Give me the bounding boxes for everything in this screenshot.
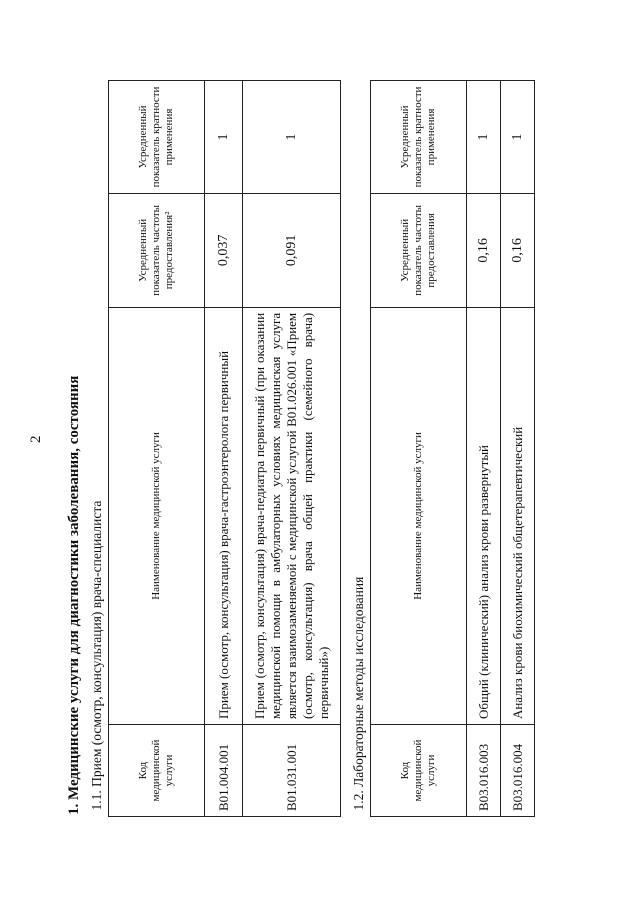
table-caption-row: [86, 81, 109, 817]
service-name: Общий (клинический) анализ крови развернутый: [467, 307, 501, 724]
header-name: Наименование медицинской услуги: [109, 307, 205, 724]
frequency-value: 0,091: [243, 193, 341, 307]
table-header-row: [371, 81, 467, 817]
header-code: Код медицинской услуги: [109, 725, 205, 817]
table-caption-row: [348, 81, 371, 817]
header-frequency: Усредненный показатель частоты предоставления: [371, 193, 467, 307]
multiplicity-value: 1: [467, 81, 501, 194]
frequency-value: 0,16: [467, 193, 501, 307]
header-code: Код медицинской услуги: [371, 725, 467, 817]
table-caption: 1.2. Лабораторные методы исследования: [348, 81, 371, 817]
table-header-row: [109, 81, 205, 817]
frequency-value: 0,037: [205, 193, 243, 307]
multiplicity-value: 1: [243, 81, 341, 194]
header-multiplicity: Усредненный показатель кратности применения: [371, 81, 467, 194]
page-number: 2: [28, 435, 44, 443]
section-title: 1. Медицинские услуги для диагностики заболевания, состояния: [66, 375, 82, 815]
header-name: Наименование медицинской услуги: [371, 307, 467, 724]
table-row: [467, 81, 501, 817]
service-name: Прием (осмотр, консультация) врача-педиатра первичный (при оказании медицинской помощи в амбулаторных условиях медицинская услуга является взаимозаменяемой с медицинской услугой B01.026.001 «Прием (осмотр, консультация) врача общей практики (семейного врача) первичный»): [243, 307, 341, 724]
table-row: [243, 81, 341, 817]
header-multiplicity: Усредненный показатель кратности применения: [109, 81, 205, 194]
table-consultations: [86, 80, 341, 817]
table-laboratory: [348, 80, 535, 817]
multiplicity-value: 1: [205, 81, 243, 194]
table-caption: 1.1. Прием (осмотр, консультация) врача-специалиста: [86, 81, 109, 817]
service-code: B01.031.001: [243, 725, 341, 817]
table-row: [205, 81, 243, 817]
service-code: B03.016.003: [467, 725, 501, 817]
table-row: [501, 81, 535, 817]
service-name: Прием (осмотр, консультация) врача-гастроэнтеролога первичный: [205, 307, 243, 724]
service-code: B03.016.004: [501, 725, 535, 817]
multiplicity-value: 1: [501, 81, 535, 194]
service-name: Анализ крови биохимический общетерапевтический: [501, 307, 535, 724]
frequency-value: 0,16: [501, 193, 535, 307]
header-frequency: Усредненный показатель частоты предоставления²: [109, 193, 205, 307]
service-code: B01.004.001: [205, 725, 243, 817]
